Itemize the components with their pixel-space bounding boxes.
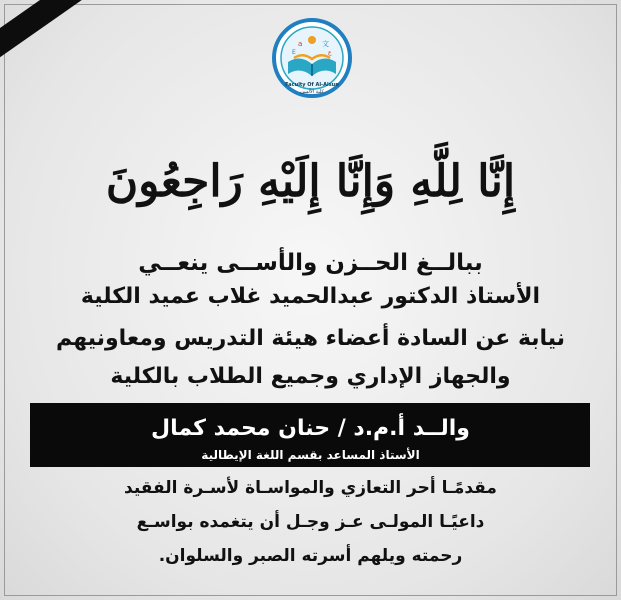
announcement-line-2: الأستاذ الدكتور عبدالحميد غلاب عميد الكلية xyxy=(80,284,541,309)
condolence-line-1: مقدمًـا أحر التعازي والمواسـاة لأسـرة الفقيد xyxy=(124,478,497,498)
deceased-title: والــد أ.م.د / حنان محمد كمال xyxy=(151,416,470,441)
logo-name-en: Faculty Of Al-Alsun xyxy=(285,82,339,88)
svg-text:E: E xyxy=(292,49,296,56)
deceased-position: الأستاذ المساعد بقسم اللغة الإيطالية xyxy=(201,448,420,462)
announcement-line-3: نيابة عن السادة أعضاء هيئة التدريس ومعاونيهم xyxy=(55,326,566,351)
svg-text:ع: ع xyxy=(328,49,332,56)
announcement-line-4: والجهاز الإداري وجميع الطلاب بالكلية xyxy=(110,364,511,389)
svg-text:文: 文 xyxy=(322,40,329,48)
quran-verse-heading: إِنَّا لِلَّهِ وَإِنَّا إِلَيْهِ رَاجِعُونَ xyxy=(105,156,516,207)
faculty-logo-icon xyxy=(270,18,354,102)
svg-text:a: a xyxy=(298,40,303,48)
condolence-line-2: داعيًـا المولـى عـز وجـل أن يتغمده بواسـع xyxy=(136,512,485,532)
logo-name-ar: كلية الألسن xyxy=(300,89,324,95)
announcement-line-1: ببالــغ الحــزن والأســى ينعــي xyxy=(138,250,483,276)
condolence-line-3: رحمته ويلهم أسرته الصبر والسلوان. xyxy=(158,546,463,566)
